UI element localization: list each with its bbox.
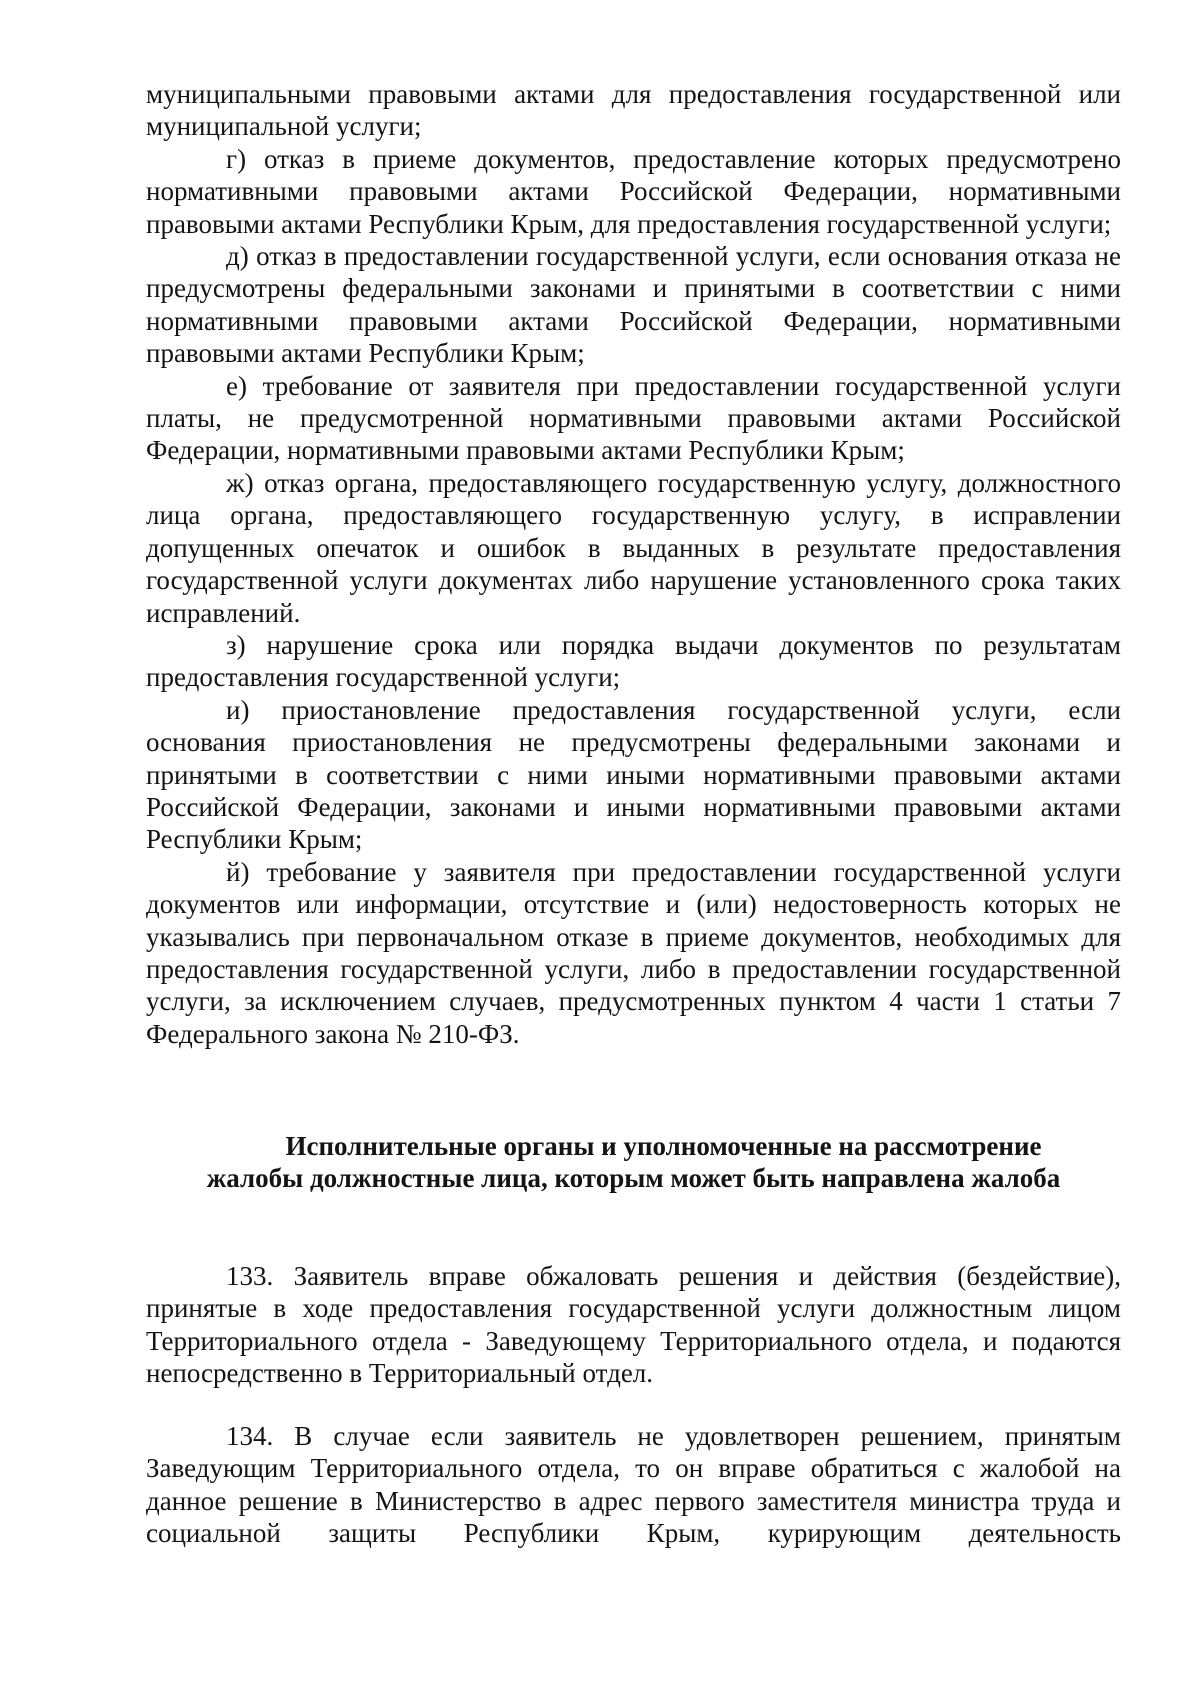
body-text-133 [146, 1260, 1121, 1390]
paragraph-item-d: д) отказ в предоставлении государственной услуги, если основания отказа не предусмотрены федеральными законами и принятыми в соответствии с ними нормативными правовыми актами Российской Федерации, нормативными правовыми актами Республики Крым; [146, 241, 1121, 369]
paragraph-133: 133. Заявитель вправе обжаловать решения и действия (бездействие), принятые в ходе предоставления государственной услуги должностным лицом Территориального отдела - Заведующему Территориального отдела, и подаются непосредственно в Территориальный отдел. [146, 1261, 1121, 1389]
section-heading-line-2: жалобы должностные лица, которым может быть направлена жалоба [206, 1163, 1061, 1194]
paragraph-item-zh: ж) отказ органа, предоставляющего государственную услугу, должностного лица органа, предоставляющего государственную услугу, в исправлении допущенных опечаток и ошибок в выданных в результате предоставления государственной услуги документах либо нарушение установленного срока таких исправлений. [146, 467, 1121, 628]
section-heading-line-1: Исполнительные органы и уполномоченные на рассмотрение [285, 1131, 1042, 1161]
body-text-top [146, 78, 1121, 1050]
paragraph-item-i: и) приостановление предоставления государственной услуги, если основания приостановления не предусмотрены федеральными законами и принятыми в соответствии с ними иными нормативными правовыми актами Российской Федерации, законами и иными нормативными правовыми актами Республики Крым; [146, 694, 1121, 855]
paragraph-item-g: г) отказ в приеме документов, предоставление которых предусмотрено нормативными правовыми актами Российской Федерации, нормативными правовыми актами Республики Крым, для предоставления государственной услуги; [146, 143, 1121, 239]
paragraph-continuation: муниципальными правовыми актами для предоставления государственной или муниципальной услуги; [146, 79, 1121, 142]
paragraph-item-z: з) нарушение срока или порядка выдачи документов по результатам предоставления государственной услуги; [146, 629, 1121, 693]
body-text-134 [146, 1420, 1121, 1550]
paragraph-item-e: е) требование от заявителя при предоставлении государственной услуги платы, не предусмотренной нормативными правовыми актами Российской Федерации, нормативными правовыми актами Республики Крым; [146, 370, 1121, 466]
paragraph-item-ii: й) требование у заявителя при предоставлении государственной услуги документов или информации, отсутствие и (или) недостоверность которых не указывались при первоначальном отказе в приеме документов, необходимых для предоставления государственной услуги, либо в предоставлении государственной услуги, за исключением случаев, предусмотренных пунктом 4 части 1 статьи 7 Федерального закона № 210-ФЗ. [146, 856, 1121, 1049]
paragraph-134: 134. В случае если заявитель не удовлетворен решением, принятым Заведующим Территориального отдела, то он вправе обратиться с жалобой на данное решение в Министерство в адрес первого заместителя министра труда и социальной защиты Республики Крым, курирующим деятельность [146, 1421, 1121, 1549]
section-heading [146, 1130, 1121, 1195]
